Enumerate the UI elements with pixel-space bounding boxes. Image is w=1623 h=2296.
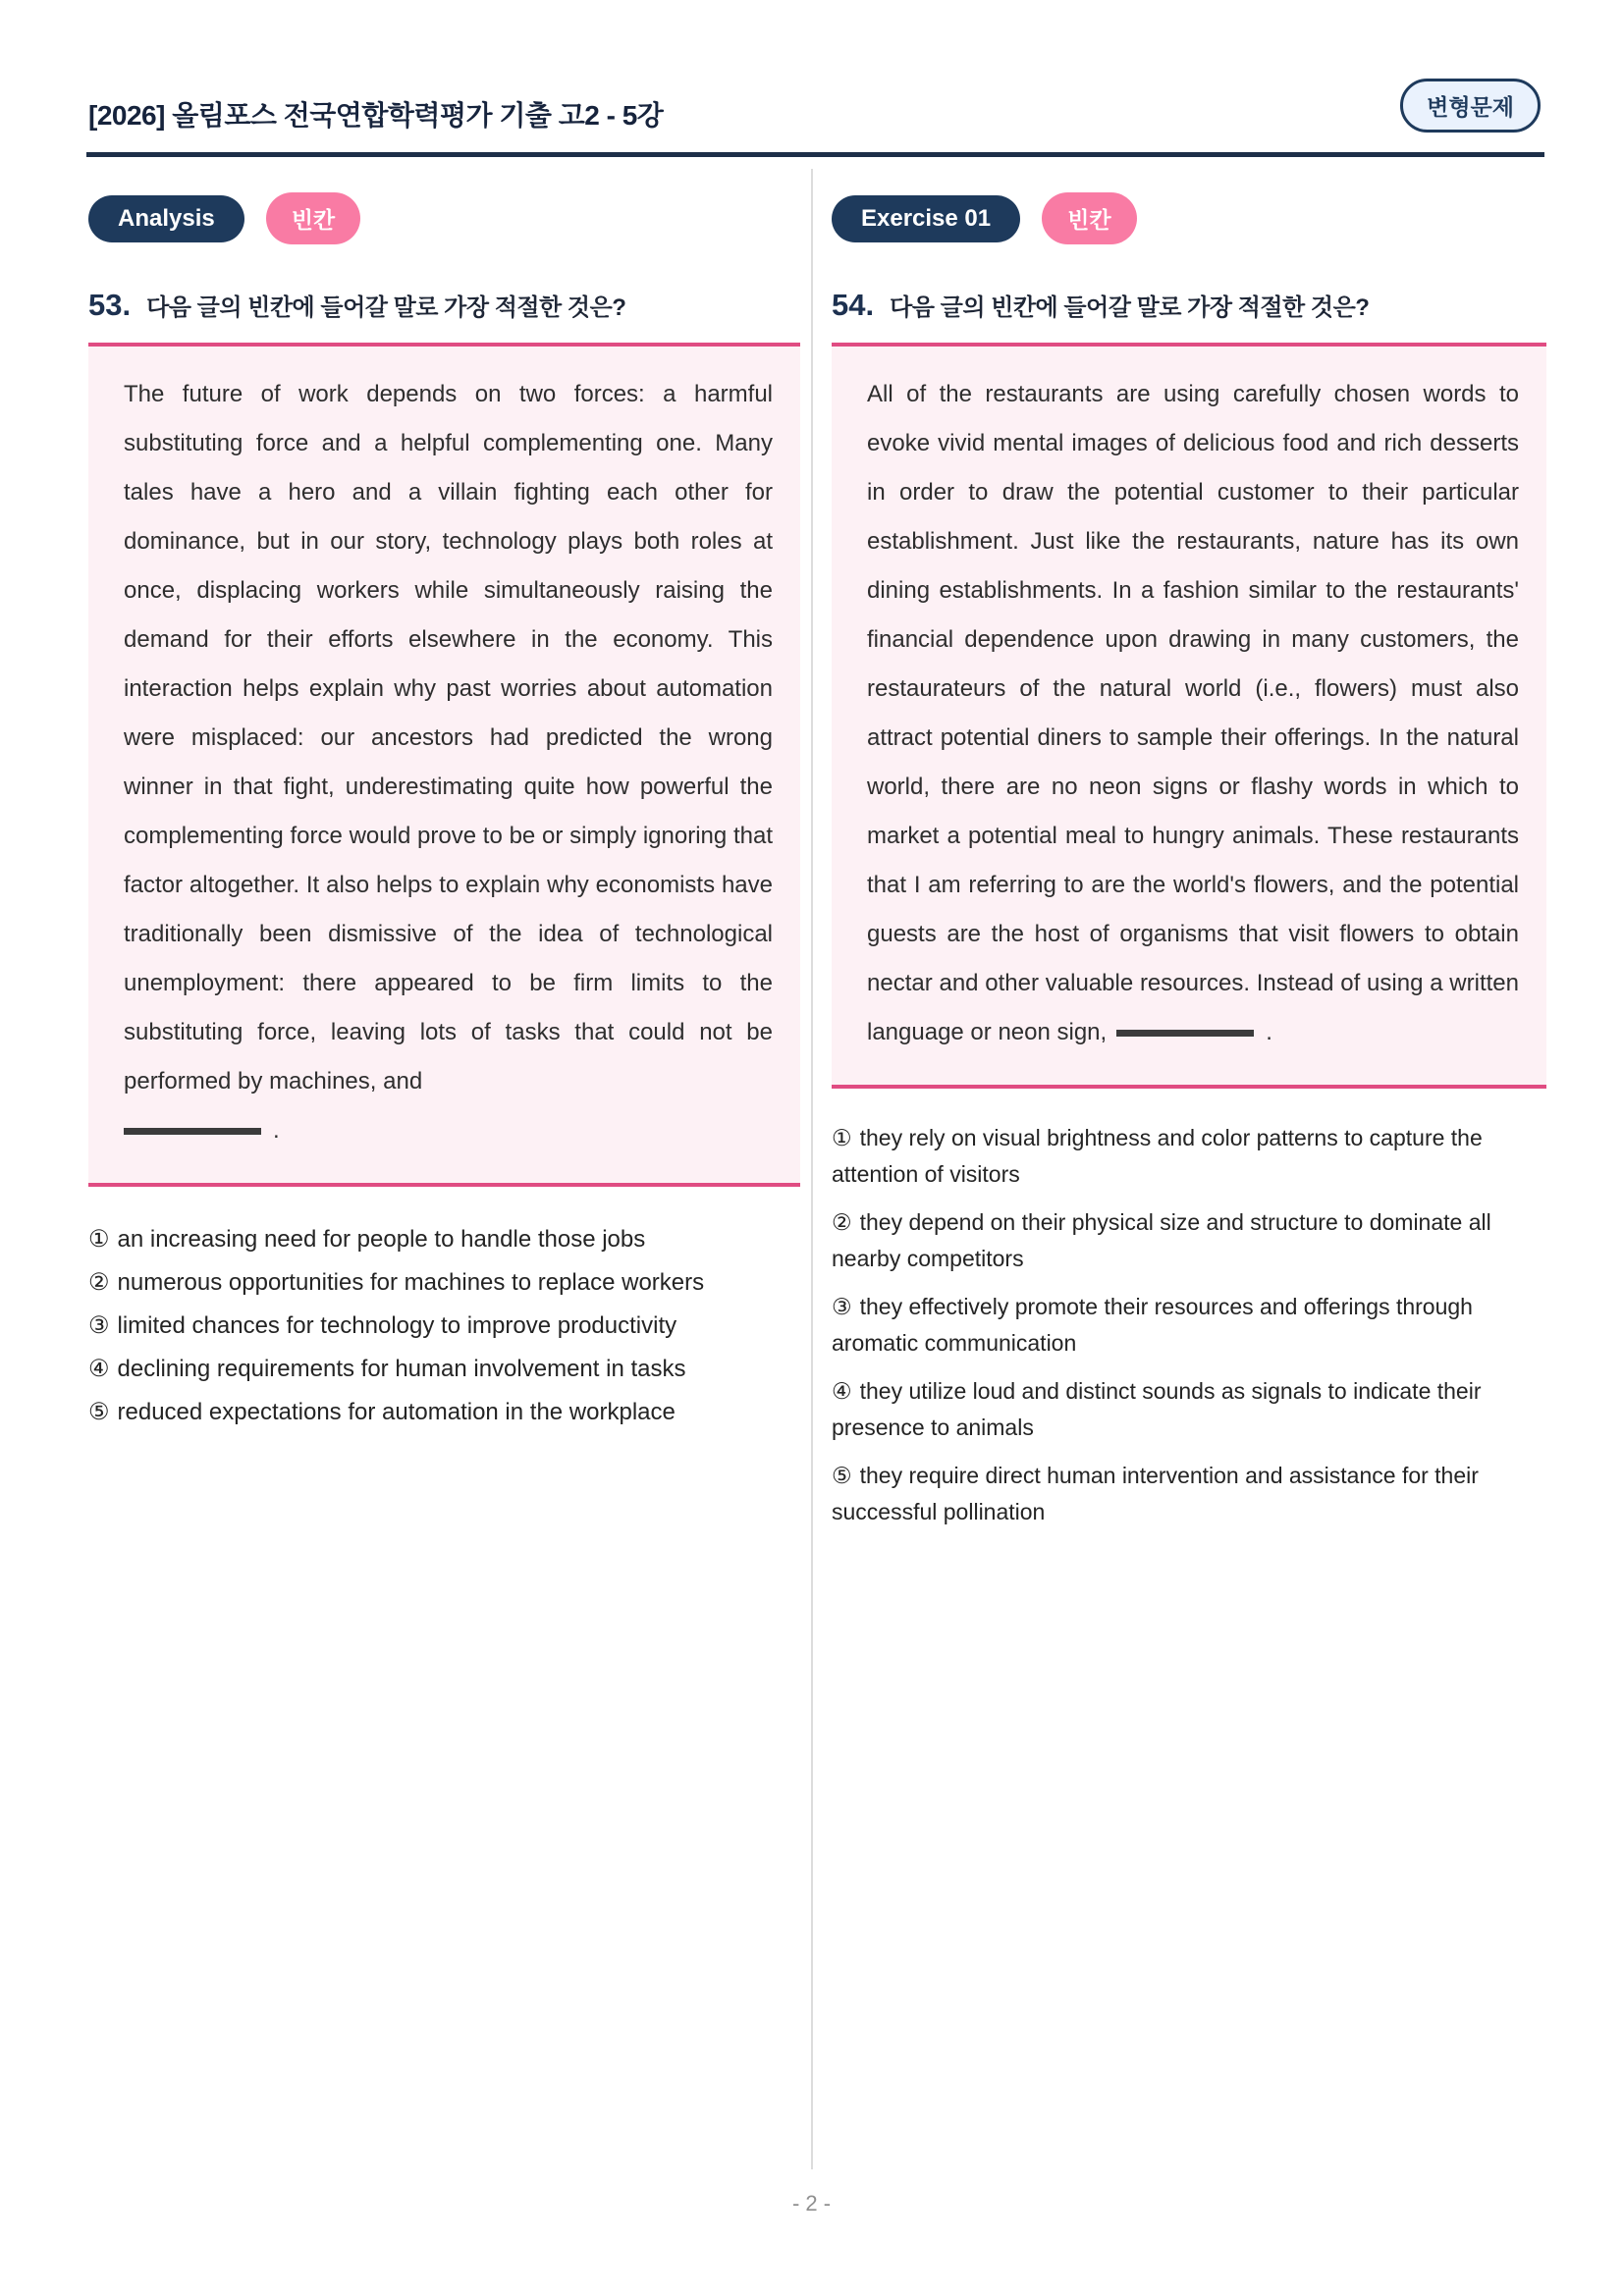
page-number: - 2 - [791, 2191, 832, 2216]
question-53-heading [88, 288, 800, 323]
option-text: limited chances for technology to improve productivity [117, 1312, 677, 1339]
option-text: they effectively promote their resources and offerings through aromatic communication [832, 1294, 1473, 1356]
option-text: declining requirements for human involvement in tasks [117, 1356, 686, 1382]
option-marker: ③ [88, 1312, 110, 1339]
answer-option-3 [88, 1305, 800, 1348]
blank-type-badge: 빈칸 [266, 192, 360, 244]
answer-options [832, 1120, 1546, 1530]
option-marker: ⑤ [88, 1399, 110, 1425]
option-text: they rely on visual brightness and color patterns to capture the attention of visitors [832, 1125, 1483, 1187]
option-marker: ④ [832, 1378, 852, 1404]
content-columns [88, 192, 1546, 1542]
variant-problem-badge: 변형문제 [1400, 79, 1541, 133]
option-text: they require direct human intervention and assistance for their successful pollination [832, 1463, 1479, 1524]
option-marker: ① [832, 1125, 852, 1150]
passage-text [867, 370, 1519, 1057]
question-54-badges [832, 192, 1546, 244]
answer-option-2 [832, 1204, 1546, 1277]
option-marker: ② [88, 1269, 110, 1296]
passage-box [88, 343, 800, 1187]
answer-option-1 [88, 1218, 800, 1261]
question-prompt: 다음 글의 빈칸에 들어갈 말로 가장 적절한 것은? [890, 294, 1370, 321]
blank-bar [1116, 1030, 1254, 1037]
passage-box [832, 343, 1546, 1089]
blank-bar [124, 1128, 261, 1135]
option-marker: ① [88, 1226, 110, 1253]
blank-suffix: . [1266, 1019, 1272, 1045]
answer-option-2 [88, 1261, 800, 1305]
exercise-badge: Exercise 01 [832, 195, 1020, 242]
question-54-column [832, 192, 1546, 1542]
header-divider [86, 152, 1544, 157]
passage-text [124, 370, 773, 1155]
option-text: they depend on their physical size and structure to dominate all nearby competitors [832, 1209, 1491, 1271]
answer-option-3 [832, 1289, 1546, 1362]
question-number: 54. [832, 288, 875, 322]
option-text: numerous opportunities for machines to replace workers [117, 1269, 705, 1296]
option-text: reduced expectations for automation in the workplace [117, 1399, 676, 1425]
answer-option-1 [832, 1120, 1546, 1193]
answer-option-4 [88, 1348, 800, 1391]
option-text: an increasing need for people to handle those jobs [117, 1226, 646, 1253]
question-53-column [88, 192, 800, 1542]
answer-option-5 [832, 1458, 1546, 1530]
option-marker: ③ [832, 1294, 852, 1319]
passage-body: All of the restaurants are using carefully chosen words to evoke vivid mental images of delicious food and rich desserts in order to draw the potential customer to their particular establishment. Just like the restaurants, nature has its own dining establishments. In a fashion similar to the restaurants' financial dependence upon drawing in many customers, the restaurateurs of the natural world (i.e., flowers) must also attract potential diners to sample their offerings. In the natural world, there are no neon signs or flashy words in which to market a potential meal to hungry animals. These restaurants that I am referring to are the world's flowers, and the potential guests are the host of organisms that visit flowers to obtain nectar and other valuable resources. Instead of using a written language or neon sign, [867, 381, 1519, 1045]
option-text: they utilize loud and distinct sounds as signals to indicate their presence to animals [832, 1378, 1482, 1440]
question-number: 53. [88, 288, 132, 322]
question-54-heading [832, 288, 1546, 323]
answer-option-5 [88, 1391, 800, 1434]
answer-options [88, 1218, 800, 1434]
blank-line [1116, 1019, 1272, 1045]
blank-line [124, 1106, 773, 1155]
analysis-badge: Analysis [88, 195, 244, 242]
passage-body: The future of work depends on two forces: a harmful substituting force and a helpful complementing one. Many tales have a hero and a villain fighting each other for dominance, but in our story, technology plays both roles at once, displacing workers while simultaneously raising the demand for their efforts elsewhere in the economy. This interaction helps explain why past worries about automation were misplaced: our ancestors had predicted the wrong winner in that fight, underestimating quite how powerful the complementing force would prove to be or simply ignoring that factor altogether. It also helps to explain why economists have traditionally been dismissive of the idea of technological unemployment: there appeared to be firm limits to the substituting force, leaving lots of tasks that could not be performed by machines, and [124, 381, 773, 1095]
blank-type-badge: 빈칸 [1042, 192, 1136, 244]
question-prompt: 다음 글의 빈칸에 들어갈 말로 가장 적절한 것은? [146, 294, 626, 321]
page-title: [2026] 올림포스 전국연합학력평가 기출 고2 - 5강 [88, 100, 664, 131]
option-marker: ② [832, 1209, 852, 1235]
question-53-badges [88, 192, 800, 244]
blank-suffix: . [273, 1117, 280, 1144]
answer-option-4 [832, 1373, 1546, 1446]
option-marker: ④ [88, 1356, 110, 1382]
option-marker: ⑤ [832, 1463, 852, 1488]
